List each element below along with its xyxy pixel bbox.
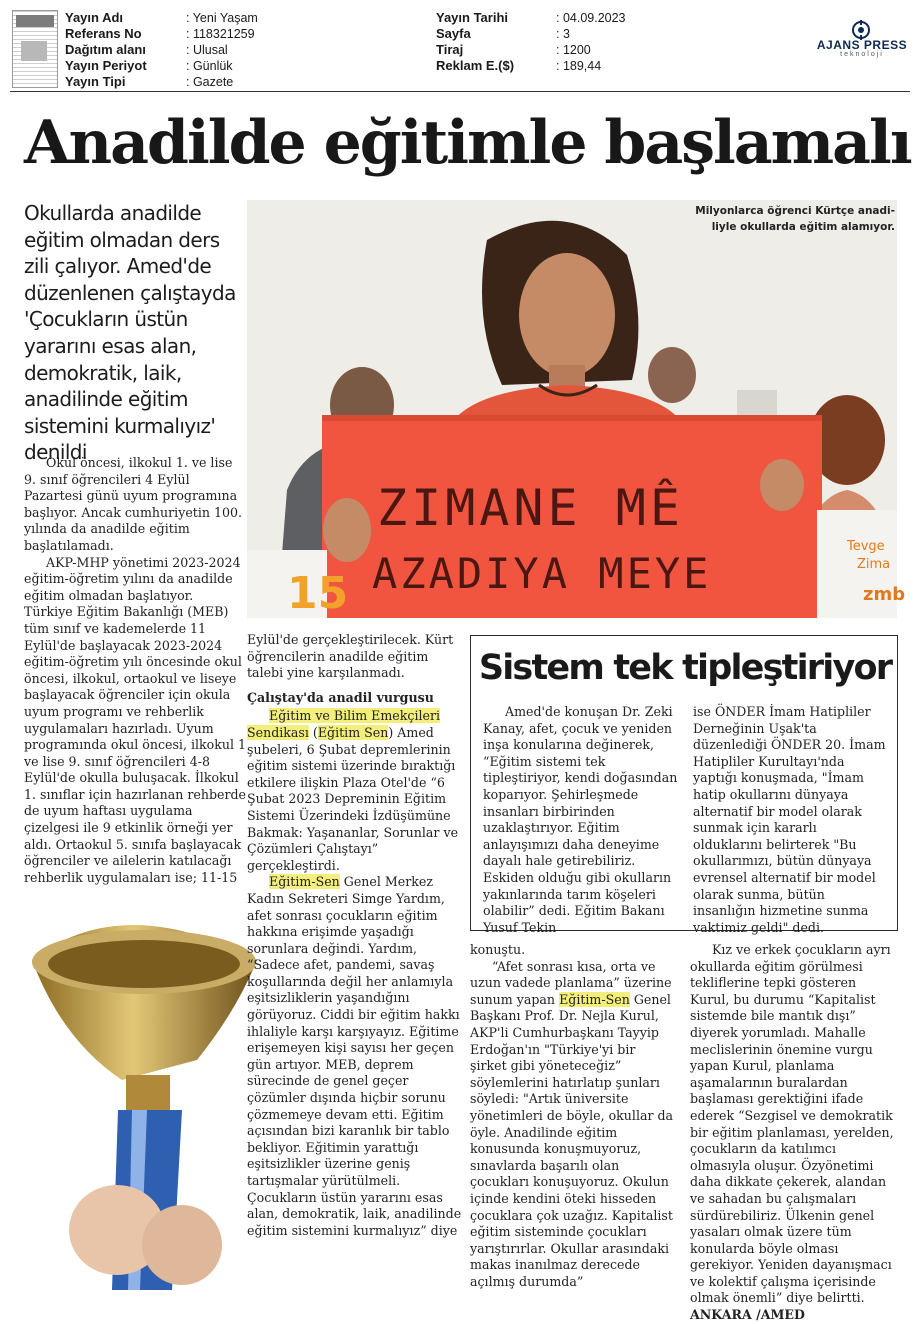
meta-label-page: Sayfa [436, 26, 471, 41]
meta-label-type: Yayın Tipi [65, 74, 126, 89]
body-paragraph [247, 708, 462, 874]
meta-value-publication: : Yeni Yaşam [186, 11, 258, 25]
highlighted-term: Eğitim Sen [317, 724, 389, 740]
meta-value-type: : Gazete [186, 75, 234, 89]
protest-photo-illustration [247, 200, 906, 619]
body-paragraph: ise ÖNDER İmam Hatipliler Derneğinin Uşak'ta düzenlediği ÖNDER 20. İmam Hatipliler Kurultayı'nda yaptığı konuşmada, "İmam hatip okullarını dünyaya alternatif bir model olarak sunmak için kararlı olduklarını belirterek "Bu okullarımızı, bütün dünyaya evrensel alternatif bir model olarak sunma, bütün insanlığın hizmetine sunma vaktimiz geldi" dedi. [693, 704, 886, 935]
ajans-press-logo-subtext: teknoloji [840, 51, 884, 58]
page-thumbnail[interactable] [12, 10, 58, 88]
meta-value-date: : 04.09.2023 [556, 11, 626, 25]
meta-label-ad-equivalent: Reklam E.($) [436, 58, 515, 73]
photo-caption-line-2: liyle okullarda eğitim alamıyor. [711, 221, 895, 233]
body-paragraph: AKP-MHP yönetimi 2023-2024 eğitim-öğretim yılını da anadilde eğitim olmadan başlatıyor. Türkiye Eğitim Bakanlığı (MEB) tüm sınıf ve kademelerde 11 Eylül'de başlayacak 2023-2024 eğitim-öğretim yılı öncesinde okul öncesi, ilkokul, ortaokul ve liseye başlayacak öğrenciler için okula uyum programı ve rehberlik uygulamaları hazırladı. Uyum programında okul öncesi, ilkokul 1 ve lise 9. sınıf öğrencileri 4-8 Eylül'de okulla buluşacak. İlkokul 1. sınıflar için hazırlanan rehberde de uyum haftası uygulama çizelgesi ile 9 etkinlik örneği yer aldı. Ortaokul 5. sınıfa başlayacak öğrenciler ve ailelerin katılacağı rehberlik uygulamaları ise; 11-15 [24, 554, 247, 885]
body-paragraph [247, 874, 462, 1239]
meta-label-reference: Referans No [65, 26, 142, 41]
meta-value-period: : Günlük [186, 59, 233, 73]
article-photo [247, 200, 906, 619]
highlighted-term: Eğitim ve Bilim Emekçileri Sendikası [247, 708, 440, 740]
meta-label-circulation: Tiraj [436, 42, 464, 57]
sidebar-column-left [483, 704, 681, 936]
article-column-4 [690, 942, 898, 1324]
body-paragraph: Okul öncesi, ilkokul 1. ve lise 9. sınıf öğrencileri 4 Eylül Pazartesi günü uyum programına başlıyor. Ancak cumhuriyetin 100. yılında da anadilde eğitim başlatılamadı. [24, 455, 243, 553]
photo-caption-line-1: Milyonlarca öğrenci Kürtçe anadi- [695, 205, 895, 217]
body-paragraph [690, 942, 898, 1324]
highlighted-term: Eğitim-Sen [559, 991, 630, 1007]
sign-text-line-1: ZIMANE MÊ [377, 479, 684, 537]
banner-side-text-3: zmb [863, 584, 906, 605]
body-text: ) Amed şubeleri, 6 Şubat depremlerinin eğitim sistemi üzerinde bıraktığı etkilere ilişkin Plaza Otel'de “6 Şubat 2023 Depreminin Eğitim Sistemi Üzerindeki İzdüşümüne Bakmak: Yaşananlar, Sorunlar ve Çözümleri Çalıştayı” gerçekleştirdi. [247, 724, 459, 873]
highlighted-term: Eğitim-Sen [269, 874, 340, 890]
ajans-press-logo-text: AJANS PRESS [816, 38, 908, 52]
article-column-3 [470, 942, 675, 1290]
meta-value-page: : 3 [556, 27, 570, 41]
meta-label-period: Yayın Periyot [65, 58, 147, 73]
article-signoff: ANKARA /AMED [690, 1307, 805, 1323]
meta-label-distribution: Dağıtım alanı [65, 42, 146, 57]
sidebar-column-right [693, 704, 889, 936]
header-divider [10, 91, 910, 92]
meta-label-publication: Yayın Adı [65, 10, 124, 25]
body-paragraph: konuştu. [470, 942, 526, 957]
body-paragraph: Amed'de konuşan Dr. Zeki Kanay, afet, çocuk ve yeniden inşa konularına değinerek, “Eğitim sistemi tek tipleştiriyor, kendi doğasından koparıyor. Şehirleşmede insanları birbirinden uzaklaştırıyor. Eğitim anlayışımızı daha deneyime dayalı hale getirebiliriz. Eskiden olduğu gibi okulların yakınlarında tarım köşeleri olabilir” dedi. Eğitim Bakanı Yusuf Tekin [483, 704, 678, 935]
article-deck: Okullarda anadilde eğitim olmadan ders zili çalıyor. Amed'de düzenlenen çalıştayda 'Çocukların üstün yararını esas alan, demokratik, laik, anadilinde eğitim sistemini kurmalıyız' denildi [24, 201, 236, 465]
article-column-1 [24, 455, 246, 886]
body-paragraph [470, 959, 675, 1291]
banner-number: 15 [287, 568, 349, 619]
banner-side-text-2: Zima [857, 557, 891, 572]
meta-value-circulation: : 1200 [556, 43, 591, 57]
article-headline: Anadilde eğitimle başlamalı [24, 108, 911, 178]
meta-value-reference: : 118321259 [186, 27, 255, 41]
ajans-press-logo-icon [851, 20, 871, 40]
sidebar-box [470, 635, 898, 935]
body-text: ( [308, 724, 318, 740]
body-text: Genel Merkez Kadın Sekreteri Simge Yardım, afet sonrası çocukların eğitim hakkına erişimde yaşadığı sorunlara değindi. Yardım, “Sadece afet, pandemi, savaş koşullarında değil her anlamıyla eşitsizliklerin yaşandığını görüyoruz. Ciddi bir eğitim hakkı ihlaliyle karşı karşıyayız. Eğitime erişemeyen kişi sayısı her geçen gün artıyor. MEB, deprem sürecinde de genel geçer çözümler dışında hiçbir sorunu çözmemeye devam etti. Eğitim açısından bizi karanlık bir tablo bekliyor. Eğitimin yarattığı eşitsizlikler üzerine geniş tartışmalar yürütülmeli. Çocukların üstün yararını esas alan, demokratik, laik, anadilinde eğitim sistemini kurmalıyız” diye [247, 874, 462, 1238]
article-column-2 [247, 632, 462, 1239]
body-text: “Afet sonrası kısa, orta ve uzun vadede planlama” üzerine sunum yapan [470, 958, 672, 1007]
clipping-header [0, 0, 920, 92]
meta-value-distribution: : Ulusal [186, 43, 228, 57]
body-text: Genel Başkanı Prof. Dr. Nejla Kurul, AKP'li Cumhurbaşkanı Tayyip Erdoğan'ın "Türkiye'yi bir şirket gibi yöneteceğiz” söylemlerini hatırlatıp şunları söyledi: "Artık üniversite yönetimleri de böyle, okullar da öyle. Anadilinde eğitim konusunda konuşmuyoruz, sınavlarda başarılı olan çocukları konuşuyoruz. Okulun içinde kendini öteki hisseden çocuklara çok uzağız. Kapitalist eğitim sisteminde çocukları yarıştırırlar. Okullar arasındaki makas inanılmaz derecede açılmış durumda” [470, 991, 674, 1289]
section-subheading: Çalıştay'da anadil vurgusu [247, 689, 434, 705]
school-bell-illustration [22, 900, 272, 1290]
meta-value-ad-equivalent: : 189,44 [556, 59, 602, 73]
body-paragraph: Eylül'de gerçekleştirilecek. Kürt öğrencilerin anadilde eğitim talebi yine karşılanmadı. [247, 632, 454, 681]
meta-label-date: Yayın Tarihi [436, 10, 509, 25]
body-text: Kız ve erkek çocukların ayrı okullarda eğitim görülmesi tekliflerine tepki gösteren Kurul, bu durumu “Kapitalist sistemde bile mantık dışı” diyerek yorumladı. Mahalle meclislerinin önemine vurgu yapan Kurul, planlama aşamalarının buralardan başlaması gerektiğini ifade ederek “Sezgisel ve demokratik bir eğitim planlaması, yerelden, çocukların da katılımcı olmasıyla oluşur. Özyönetimi daha dikkate çekerek, alandan ve sahadan bu çalışmaları sürdürebiliriz. Ülkenin genel yasaları olmak üzere tüm konularda böyle olması gerekiyor. Yeniden dayanışmacı ve kolektif çalışma içerisinde olmak önemli” diye belirtti. [690, 942, 894, 1306]
sidebar-title: Sistem tek tipleştiriyor [478, 648, 892, 688]
photo-caption [695, 203, 895, 235]
banner-side-text-1: Tevge [847, 539, 885, 554]
sign-text-line-2: AZADIYA MEYE [372, 549, 712, 598]
